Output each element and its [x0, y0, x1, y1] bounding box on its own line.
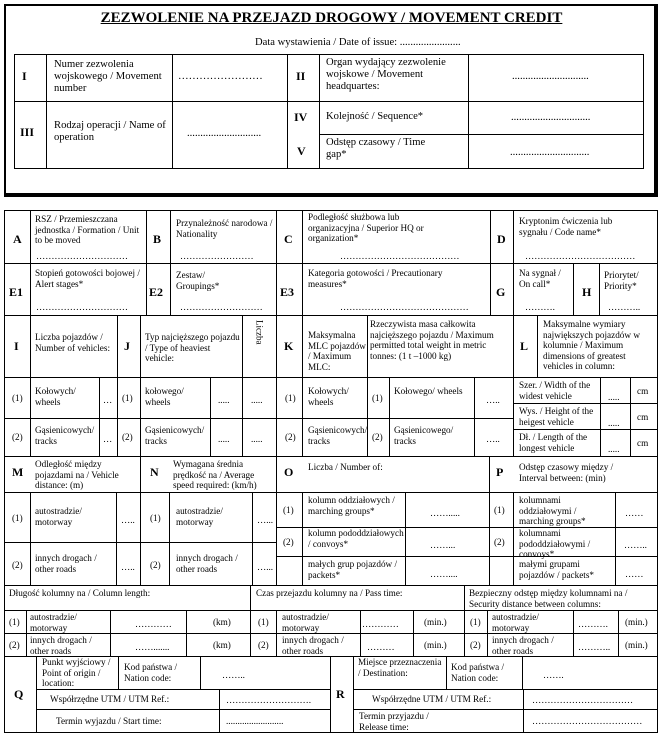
height-field[interactable]: .....	[608, 418, 620, 428]
heaviest-vehicle-label: Typ najcięższego pojazdu / Type of heaviest vehicle:	[145, 332, 240, 364]
row-number: (1)	[372, 393, 383, 403]
operation-name-label: Rodzaj operacji / Name of operation	[54, 120, 166, 144]
other-roads-label: innych drogach / other roads	[492, 635, 554, 656]
number-of-label: Liczba / Number of:	[308, 462, 383, 472]
formation-field[interactable]: …………………………	[36, 251, 128, 261]
marching-groups-label: kolumn oddziałowych / marching groups*	[308, 495, 395, 516]
row-number: (2)	[12, 560, 23, 570]
row-number: (1)	[9, 617, 20, 627]
label-IV-header: IV	[294, 110, 308, 124]
interval-marching-label: kolumnami oddziałowymi / marching groups*	[519, 495, 586, 527]
security-other-field[interactable]: ………..	[578, 642, 611, 652]
operation-name-field[interactable]: ............................	[187, 128, 262, 139]
km-unit: (km)	[213, 617, 231, 627]
time-gap-label: Odstęp czasowy / Time gap*	[326, 137, 426, 161]
nation-code-label-r: Kod państwa / Nation code:	[451, 662, 505, 683]
utm-label-r: Współrzędne UTM / UTM Ref.:	[372, 694, 492, 704]
nation-code-field-r[interactable]: …….	[543, 670, 564, 680]
row-number: (2)	[258, 640, 269, 650]
weight-tracks-label: Gąsienicowego/ tracks	[394, 425, 454, 446]
tracked-count-field[interactable]: .....	[251, 434, 263, 444]
row-number: (2)	[283, 537, 294, 547]
km-unit: (km)	[213, 640, 231, 650]
interval-convoys-label: kolumnami pododdziałowymi / convoys*	[519, 528, 591, 560]
mlc-wheels-label: Kołowych/ wheels	[308, 386, 349, 407]
cm-unit: cm	[637, 386, 649, 396]
row-number: (2)	[372, 432, 383, 442]
interval-between-label: Odstęp czasowy między / Interval between: (min)	[519, 462, 614, 483]
motorway-label: autostradzie/ motorway	[282, 612, 329, 633]
label-V-header: V	[297, 144, 306, 158]
row-number: (2)	[12, 432, 23, 442]
speed-other-field[interactable]: …...	[257, 562, 274, 572]
superior-hq-label: Podległość służbowa lub organizacyjna / Superior HQ or organization*	[308, 212, 424, 244]
nation-code-label-q: Kod państwa / Nation code:	[124, 662, 178, 683]
row-number: (2)	[9, 640, 20, 650]
tracks-count-field[interactable]: …	[103, 434, 113, 444]
label-Q: Q	[14, 687, 24, 701]
label-C: C	[284, 232, 293, 246]
tracks-label: Gąsienicowych/ tracks	[35, 425, 95, 446]
label-E2: E2	[149, 285, 164, 299]
time-gap-field[interactable]: ..............................	[510, 147, 590, 158]
number-of-vehicles-label: Liczba pojazdów / Number of vehicles:	[35, 332, 111, 353]
on-call-label: Na sygnał / On call*	[519, 268, 561, 289]
label-III-header: III	[20, 125, 35, 139]
distance-other-field[interactable]: …..	[121, 562, 135, 572]
motorway-label: autostradzie/ motorway	[30, 612, 77, 633]
row-number: (1)	[122, 393, 133, 403]
column-length-label: Długość kolumny na / Column length:	[9, 588, 151, 598]
distance-motorway-field[interactable]: …..	[121, 515, 135, 525]
label-H: H	[582, 285, 592, 299]
label-L: L	[520, 339, 529, 353]
label-D: D	[497, 232, 506, 246]
mlc-tracks-label: Gąsienicowych/ tracks	[308, 425, 368, 446]
packets-label: małych grup pojazdów / packets*	[308, 559, 398, 580]
interval-convoys-field[interactable]: ……..	[624, 540, 647, 550]
point-of-origin-label: Punkt wyjściowy / Point of origin / location:	[42, 657, 111, 689]
label-P: P	[496, 465, 504, 479]
row-number: (1)	[12, 513, 23, 523]
priority-field[interactable]: ………..	[608, 302, 641, 312]
height-label: Wys. / Height of the heigest vehicle	[519, 406, 594, 427]
other-roads-label: innych drogach / other roads	[35, 553, 97, 574]
label-E3: E3	[280, 285, 295, 299]
tracked-type-field[interactable]: .....	[218, 434, 230, 444]
row-number: (2)	[494, 537, 505, 547]
marching-groups-field[interactable]: …….....	[430, 508, 460, 518]
length-field[interactable]: .....	[608, 444, 620, 454]
nationality-label: Przynależność narodowa / Nationality	[176, 218, 273, 239]
min-unit: (min.)	[625, 640, 648, 650]
movement-number-label: Numer zezwolenia wojskowego / Movement number	[54, 59, 162, 95]
row-number: (2)	[150, 560, 161, 570]
nationality-field[interactable]: ……………………	[180, 251, 254, 261]
label-M: M	[12, 465, 24, 479]
on-call-field[interactable]: ……….	[525, 302, 555, 312]
nation-code-field-q[interactable]: ……..	[222, 670, 245, 680]
width-field[interactable]: .....	[608, 392, 620, 402]
row-number: (2)	[122, 432, 133, 442]
start-time-field[interactable]: .........................	[226, 716, 284, 726]
date-of-issue: Data wystawienia / Date of issue: .......................	[255, 37, 461, 48]
movement-hq-label: Organ wydający zezwolenie wojskowe / Movement headquartes:	[326, 57, 446, 93]
max-mlc-label: Maksymalna MLC pojazdów / Maximum MLC:	[308, 330, 366, 372]
sequence-label: Kolejność / Sequence*	[326, 111, 424, 122]
min-unit: (min.)	[625, 617, 648, 627]
row-number: (1)	[494, 505, 505, 515]
interval-marching-field[interactable]: ……	[625, 508, 644, 518]
tracked-type-label: Gąsienicowych/ tracks	[145, 425, 205, 446]
min-unit: (min.)	[424, 617, 447, 627]
page-title: ZEZWOLENIE NA PRZEJAZD DROGOWY / MOVEMENT CREDIT	[100, 10, 563, 26]
weight-wheels-label: Kołowego/ wheels	[394, 386, 463, 396]
row-number: (1)	[150, 513, 161, 523]
groupings-label: Zestaw/ Groupings*	[176, 270, 220, 291]
motorway-label: autostradzie/ motorway	[492, 612, 539, 633]
row-number: (1)	[285, 393, 296, 403]
code-name-label: Kryptonim ćwiczenia lub sygnału / Code name*	[519, 216, 613, 237]
label-R: R	[336, 687, 345, 701]
speed-motorway-field[interactable]: …...	[257, 515, 274, 525]
wheels-label: Kołowych/ wheels	[35, 386, 76, 407]
cm-unit: cm	[637, 438, 649, 448]
wheeled-count-field[interactable]: .....	[251, 395, 263, 405]
other-roads-label: innych drogach / other roads	[30, 635, 92, 656]
utm-field-r[interactable]: ……………………………	[532, 695, 634, 705]
wheeled-type-label: kołowego/ wheels	[145, 386, 184, 407]
interval-packets-label: małymi grupami pojazdów / packets*	[519, 559, 595, 580]
length-other-field[interactable]: …….......	[135, 642, 170, 652]
sequence-field[interactable]: ..............................	[511, 112, 591, 123]
count-label: Liczba	[254, 320, 265, 345]
other-roads-label: innych drogach / other roads	[176, 553, 238, 574]
max-weight-label: Rzeczywista masa całkowita najcięższego pojazdu / Maximum permitted total weight in metric tonnes: (1 t –1000 kg)	[370, 319, 494, 361]
convoys-label: kolumn pododdziałowych / convoys*	[308, 528, 404, 549]
superior-hq-field[interactable]: …………………………………	[340, 251, 460, 261]
precautionary-field[interactable]: ……………………………………	[340, 302, 469, 312]
convoys-field[interactable]: ……...	[430, 540, 456, 550]
alert-stages-label: Stopień gotowości bojowej / Alert stages*	[35, 268, 140, 289]
label-N: N	[150, 465, 159, 479]
label-B: B	[153, 232, 162, 246]
security-motorway-field[interactable]: ……….	[578, 619, 608, 629]
label-O: O	[284, 465, 294, 479]
length-motorway-field[interactable]: …………	[135, 619, 172, 629]
movement-hq-field[interactable]: .............................	[512, 71, 589, 82]
precautionary-label: Kategoria gotowości / Precautionary measures*	[308, 268, 443, 289]
label-II-header: II	[296, 69, 306, 83]
utm-label-q: Współrzędne UTM / UTM Ref.:	[50, 694, 170, 704]
release-time-field[interactable]: ………………………………	[532, 716, 643, 726]
release-time-label: Termin przyjazdu / Release time:	[359, 711, 429, 732]
motorway-label: autostradzie/ motorway	[176, 506, 223, 527]
utm-field-q[interactable]: ……………………….	[226, 695, 311, 705]
interval-packets-field[interactable]: ……	[625, 569, 644, 579]
width-label: Szer. / Width of the widest vehicle	[519, 380, 591, 401]
alert-stages-field[interactable]: …………………………	[36, 302, 128, 312]
weight-tracks-field[interactable]: …..	[486, 434, 500, 444]
label-E1: E1	[9, 285, 24, 299]
min-unit: (min.)	[424, 640, 447, 650]
wheels-count-field[interactable]: …	[103, 395, 113, 405]
row-number: (1)	[470, 617, 481, 627]
label-I: I	[14, 339, 19, 353]
code-name-field[interactable]: ………………………………	[525, 251, 636, 261]
motorway-label: autostradzie/ motorway	[35, 506, 82, 527]
row-number: (2)	[285, 432, 296, 442]
weight-wheels-field[interactable]: …..	[486, 395, 500, 405]
cm-unit: cm	[637, 412, 649, 422]
row-number: (2)	[470, 640, 481, 650]
destination-label: Miejsce przeznaczenia / Destination:	[358, 657, 442, 678]
formation-label: RSZ / Przemieszczana jednostka / Formation / Unit to be moved	[35, 214, 140, 246]
security-distance-label: Bezpieczny odstęp między kolumnami na / Security distance between columns:	[469, 588, 628, 609]
wheeled-type-field[interactable]: .....	[218, 395, 230, 405]
priority-label: Priorytet/ Priority*	[604, 270, 639, 291]
start-time-label: Termin wyjazdu / Start time:	[56, 716, 162, 726]
vehicle-distance-label: Odległość między pojazdami na / Vehicle distance: (m)	[35, 459, 119, 491]
row-number: (1)	[258, 617, 269, 627]
other-roads-label: innych drogach / other roads	[282, 635, 344, 656]
label-G: G	[496, 285, 506, 299]
average-speed-label: Wymagana średnia prędkość na / Average speed required: (km/h)	[173, 459, 257, 491]
label-A: A	[13, 232, 22, 246]
max-dimensions-label: Maksymalne wymiary największych pojazdów w kolumnie / Maximum dimensions of greatest vehicles in column:	[543, 319, 640, 372]
packets-field[interactable]: ……....	[430, 569, 458, 579]
row-number: (1)	[283, 505, 294, 515]
label-K: K	[284, 339, 294, 353]
row-number: (1)	[12, 393, 23, 403]
pass-motorway-field[interactable]: …………	[362, 619, 399, 629]
label-I-header: I	[22, 69, 27, 83]
pass-other-field[interactable]: ………	[367, 642, 395, 652]
pass-time-label: Czas przejazdu kolumny na / Pass time:	[256, 588, 403, 598]
groupings-field[interactable]: ………………………	[180, 302, 263, 312]
movement-number-field[interactable]: ……………………	[178, 71, 263, 82]
label-J: J	[124, 339, 130, 353]
length-label: Dł. / Length of the longest vehicle	[519, 432, 588, 453]
